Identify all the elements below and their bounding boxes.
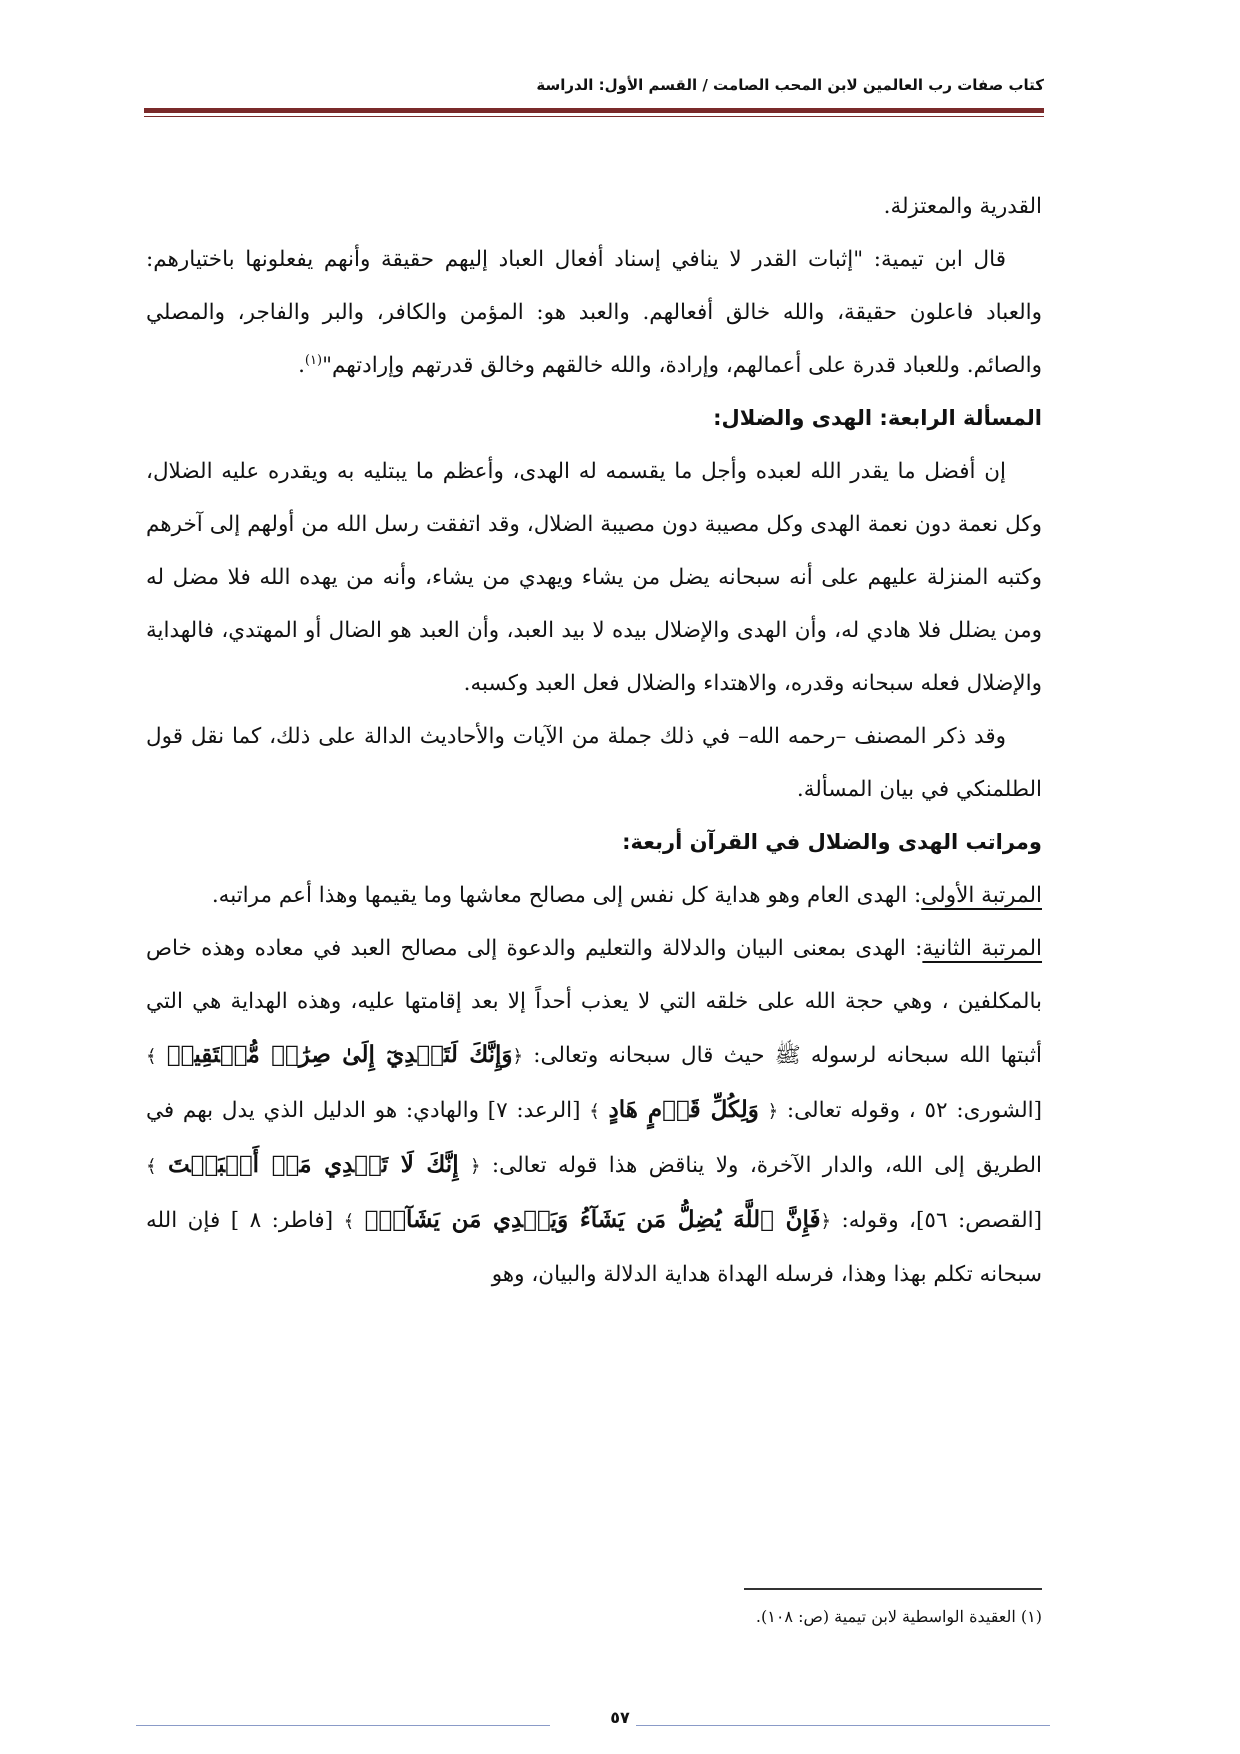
level-1-text: : الهدى العام وهو هداية كل نفس إلى مصالح معاشها وما يقيمها وهذا أعم مراتبه. (211, 883, 922, 908)
quran-verse-2: وَلِكُلِّ قَوۡمٍ هَادٍ (608, 1096, 759, 1123)
paragraph-1: القدرية والمعتزلة. (883, 194, 1042, 219)
footnote-separator (744, 1588, 1042, 1590)
ibn-taymiyya-quote: قال ابن تيمية: "إثبات القدر لا ينافي إسناد أفعال العباد إليهم حقيقة وأنهم يفعلونها باختيارهم: والعباد فاعلون حقيقة، والله خالق أفعالهم. والعبد هو: المؤمن والكافر، والبر والفاجر، والمصلي والصائم. وللعباد قدرة على أعمالهم، وإرادة، والله خالقهم وخالق قدرتهم وإرادتهم" (146, 247, 1042, 378)
running-header: كتاب صفات رب العالمين لابن المحب الصامت / القسم الأول: الدراسة (536, 76, 1044, 94)
quran-bracket-open: ﴿ (767, 1101, 779, 1122)
paragraph-3: إن أفضل ما يقدر الله لعبده وأجل ما يقسمه له الهدى، وأعظم ما يبتليه به ويقدره عليه الضلال، وكل نعمة دون نعمة الهدى وكل مصيبة دون مصيبة الضلال، وقد اتفقت رسل الله من أولهم إلى آخرهم وكتبه المنزلة عليهم على أنه سبحانه يضل من يشاء ويهدي من يشاء، وأنه من يهده الله فلا مضل له ومن يضلل فلا هادي له، وأن الهدى والإضلال بيده لا بيد العبد، وأن العبد هو الضال أو المهتدي، فالهداية والإضلال فعله سبحانه وقدره، والاهتداء والضلال فعل العبد وكسبه. (146, 459, 1042, 696)
subheading-levels: ومراتب الهدى والضلال في القرآن أربعة: (622, 830, 1042, 854)
quran-bracket-open: ﴿ (512, 1046, 524, 1067)
header-rule-thick (144, 108, 1044, 113)
quran-verse-3: إِنَّكَ لَا تَهۡدِي مَنۡ أَحۡبَبۡتَ (167, 1151, 459, 1178)
quran-bracket-close: ﴾ (146, 1156, 157, 1177)
header-rule-thin (144, 116, 1044, 117)
section-heading-colon: : (713, 406, 722, 430)
quran-verse-4: فَإِنَّ ٱللَّهَ يُضِلُّ مَن يَشَآءُ وَيَهۡدِي مَن يَشَآءُۖ (364, 1206, 821, 1233)
quran-verse-1: وَإِنَّكَ لَتَهۡدِيٓ إِلَىٰ صِرَٰطٖ مُّسۡتَقِيمٖ (166, 1041, 513, 1068)
level-1-label: المرتبة الأولى (921, 883, 1042, 908)
footer-rule-right (636, 1725, 1050, 1726)
footnote: (١) العقيدة الواسطية لابن تيمية (ص: ١٠٨). (755, 1607, 1042, 1626)
paragraph-level-2 (146, 922, 1042, 1301)
quran-bracket-open: ﴿ (470, 1156, 481, 1177)
level-2-text-5: [فاطر: ٨ ] فإن الله سبحانه تكلم بهذا وهذا، فرسله الهداة هداية الدلالة والبيان، وهو (146, 1208, 1042, 1287)
paragraph-level-1 (146, 869, 1042, 922)
paragraph-2 (146, 233, 1042, 392)
quran-bracket-close: ﴾ (343, 1211, 355, 1232)
section-heading-label: المسألة الرابعة: (872, 406, 1042, 430)
level-2-text-3: [الرعد: ٧] والهادي: هو الدليل الذي يدل بهم في الطريق إلى الله، والدار الآخرة، ولا يناقض هذا قوله تعالى: (146, 1098, 1043, 1178)
level-2-label: المرتبة الثانية (922, 936, 1043, 961)
section-heading-4 (146, 392, 1042, 445)
body-text (146, 180, 1042, 1301)
quran-bracket-close: ﴾ (146, 1046, 157, 1067)
level-2-text-4: [القصص: ٥٦]، وقوله: (831, 1208, 1042, 1233)
quran-bracket-close: ﴾ (589, 1101, 600, 1122)
paragraph-2-end: . (298, 353, 305, 378)
footnote-reference[interactable]: (١) (304, 352, 323, 368)
level-2-text-1: : الهدى بمعنى البيان والدلالة والتعليم والدعوة إلى مصالح العبد في معاده وهذه خاص بالمكلفين ، وهي حجة الله على خلقه التي لا يعذب أحداً إلا بعد إقامتها عليه، وهذه الهداية هي التي أثبتها الله سبحانه لرسوله ﷺ حيث قال سبحانه وتعالى: (146, 936, 1042, 1068)
level-2-text-2: [الشورى: ٥٢ ، وقوله تعالى: (778, 1098, 1042, 1123)
page-number: ٥٧ (610, 1708, 630, 1727)
footer-rule-left (136, 1725, 550, 1726)
section-heading-title: الهدى والضلال (721, 406, 873, 430)
quran-bracket-open: ﴿ (820, 1211, 832, 1232)
paragraph-4: وقد ذكر المصنف –رحمه الله– في ذلك جملة من الآيات والأحاديث الدالة على ذلك، كما نقل قول الطلمنكي في بيان المسألة. (146, 724, 1042, 802)
